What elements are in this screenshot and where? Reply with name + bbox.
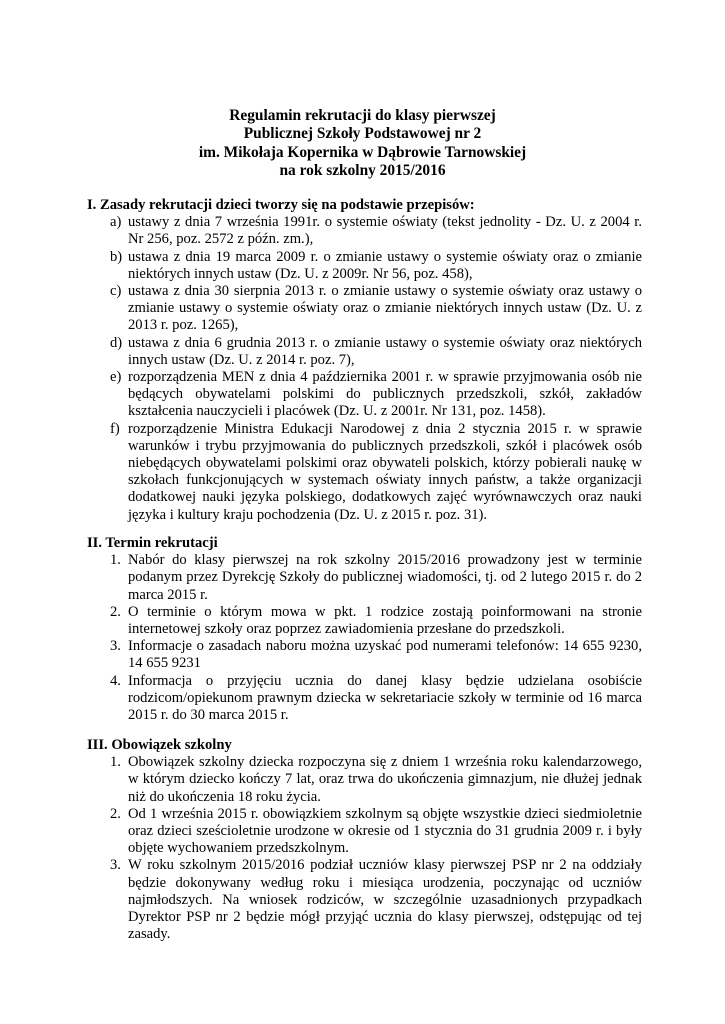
list-item-text: ustawa z dnia 6 grudnia 2013 r. o zmianie ustawy o systemie oświaty oraz niektórych innych ustaw (Dz. U. z 2014 r. poz. 7),	[128, 334, 642, 368]
list-marker: 3.	[110, 638, 121, 655]
list-item	[87, 806, 642, 858]
list-marker: 3.	[110, 857, 121, 874]
list-item	[87, 754, 642, 806]
list-item	[87, 249, 642, 283]
list-item	[87, 335, 642, 369]
title-line-2: Publicznej Szkoły Podstawowej nr 2	[243, 125, 482, 143]
list-item	[87, 857, 642, 943]
section-heading: III. Obowiązek szkolny	[87, 737, 232, 753]
list-marker: a)	[110, 214, 122, 231]
list-item-text: W roku szkolnym 2015/2016 podział uczniów klasy pierwszej PSP nr 2 na oddziały będzie dokonywany według roku i miesiąca urodzenia, poczynając od uczniów najmłodszych. Na wniosek rodziców, w szczególnie uzasadnionych przypadkach Dyrektor PSP nr 2 będzie mógł przyjąć ucznia do klasy pierwszej, odstępując od tej zasady.	[128, 857, 642, 943]
list-marker: 2.	[110, 805, 121, 822]
title-line-1: Regulamin rekrutacji do klasy pierwszej	[229, 107, 496, 124]
list-item-text: ustawa z dnia 19 marca 2009 r. o zmianie ustawy o systemie oświaty oraz o zmianie niektórych innych ustaw (Dz. U. z 2009r. Nr 56, poz. 458),	[128, 248, 642, 282]
list-item-text: Od 1 września 2015 r. obowiązkiem szkolnym są objęte wszystkie dzieci siedmioletnie oraz dzieci sześcioletnie urodzone w okresie od 1 stycznia do 31 grudnia 2009 r. i były objęte wychowaniem przedszkolnym.	[128, 805, 642, 857]
title-line-3: im. Mikołaja Kopernika w Dąbrowie Tarnowskiej	[198, 143, 527, 161]
legal-basis-list	[87, 214, 642, 524]
list-marker: b)	[110, 248, 123, 265]
list-item-text: Nabór do klasy pierwszej na rok szkolny 2015/2016 prowadzony jest w terminie podanym przez Dyrekcję Szkoły do publicznej wiadomości, tj. od 2 lutego 2015 r. do 2 marca 2015 r.	[128, 552, 642, 603]
section-legal-basis	[87, 197, 642, 524]
list-item	[87, 673, 642, 725]
list-item-text: Obowiązek szkolny dziecka rozpoczyna się z dniem 1 września roku kalendarzowego, w którym dziecko kończy 7 lat, oraz trwa do ukończenia gimnazjum, nie dłużej jednak niż do ukończenia 18 roku życia.	[128, 754, 642, 805]
section-recruitment-dates	[87, 535, 642, 724]
list-marker: 1.	[110, 552, 121, 569]
section-school-obligation	[87, 737, 642, 943]
list-item-text: O terminie o którym mowa w pkt. 1 rodzice zostają poinformowani na stronie internetowej szkoły oraz poprzez zawiadomienia przesłane do przedszkoli.	[128, 603, 642, 638]
list-item-text: ustawa z dnia 30 sierpnia 2013 r. o zmianie ustawy o systemie oświaty oraz ustawy o zmianie ustawy o systemie oświaty oraz o zmianie niektórych innych ustaw (Dz. U. z 2013 r. poz. 1265),	[128, 283, 642, 334]
list-marker: c)	[110, 283, 122, 300]
list-item	[87, 421, 642, 524]
list-marker: 4.	[110, 672, 121, 689]
list-item-text: Informacje o zasadach naboru można uzyskać pod numerami telefonów: 14 655 9230, 14 655 9231	[128, 638, 642, 672]
list-item	[87, 604, 642, 638]
list-marker: d)	[110, 334, 123, 351]
list-marker: e)	[110, 369, 122, 386]
list-item-text: ustawy z dnia 7 września 1991r. o systemie oświaty (tekst jednolity - Dz. U. z 2004 r. Nr 256, poz. 2572 z późn. zm.),	[128, 214, 642, 248]
list-item-text: Informacja o przyjęciu ucznia do danej klasy będzie udzielana osobiście rodzicom/opiekunom prawnym dziecka w sekretariacie szkoły w terminie od 16 marca 2015 r. do 30 marca 2015 r.	[128, 672, 642, 724]
section-heading: I. Zasady rekrutacji dzieci tworzy się na podstawie przepisów:	[87, 197, 475, 213]
list-item	[87, 369, 642, 421]
title-line-4: na rok szkolny 2015/2016	[279, 162, 446, 180]
list-item	[87, 214, 642, 248]
section-heading: II. Termin rekrutacji	[87, 535, 218, 551]
document-title	[0, 107, 725, 181]
list-marker: 2.	[110, 603, 121, 620]
recruitment-dates-list	[87, 552, 642, 724]
list-item	[87, 638, 642, 672]
list-marker: 1.	[110, 754, 121, 771]
list-item	[87, 283, 642, 335]
list-item	[87, 552, 642, 604]
list-marker: f)	[110, 420, 120, 437]
school-obligation-list	[87, 754, 642, 943]
list-item-text: rozporządzenie Ministra Edukacji Narodowej z dnia 2 stycznia 2015 r. w sprawie warunków i trybu przyjmowania do publicznych przedszkoli, szkół i placówek osób niebędących obywatelami polskimi oraz obywateli polskich, którzy pobierali naukę w szkołach funkcjonujących w systemach oświaty innych państw, a także organizacji dodatkowej nauki języka polskiego, dodatkowych zajęć wyrównawczych oraz nauki języka i kultury kraju pochodzenia (Dz. U. z 2015 r. poz. 31).	[128, 420, 642, 523]
list-item-text: rozporządzenia MEN z dnia 4 października 2001 r. w sprawie przyjmowania osób nie będących obywatelami polskimi do publicznych przedszkoli, szkół, zakładów kształcenia nauczycieli i placówek (Dz. U. z 2001r. Nr 131, poz. 1458).	[128, 369, 642, 420]
